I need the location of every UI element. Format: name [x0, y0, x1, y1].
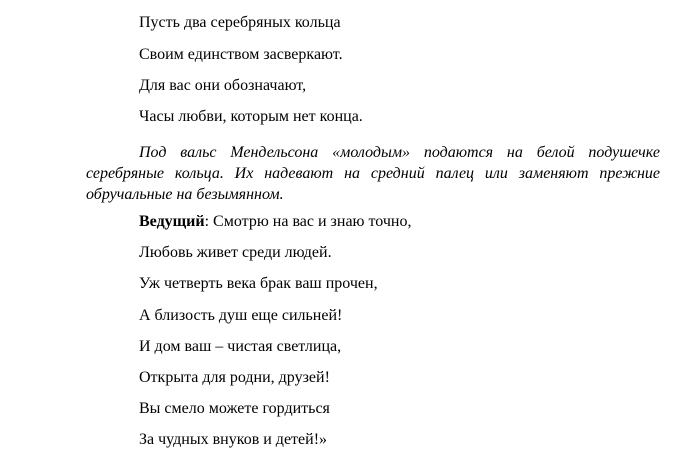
speaker-first-line: : Смотрю на вас и знаю точно, [204, 213, 412, 230]
speaker-line [139, 213, 411, 231]
verse-line: Любовь живет среди людей. [139, 244, 332, 261]
stage-direction: Под вальс Мендельсона «молодым» подаются на белой подушечке серебряные кольца. Их надевают на средний палец или заменяют прежние обручальные на безымянном. [86, 144, 660, 203]
verse-line: А близость душ еще сильней! [139, 307, 343, 324]
speaker-name: Ведущий [139, 213, 205, 230]
verse-line: Вы смело можете гордиться [139, 400, 330, 417]
verse-line: Открыта для родни, друзей! [139, 369, 330, 386]
verse-line: Уж четверть века брак ваш прочен, [139, 275, 378, 292]
verse-line: За чудных внуков и детей!» [139, 431, 328, 448]
verse-line: Своим единством засверкают. [139, 46, 343, 63]
verse-line: Для вас они обозначают, [139, 77, 307, 94]
verse-line: Пусть два серебряных кольца [139, 14, 341, 31]
verse-line: И дом ваш – чистая светлица, [139, 338, 342, 355]
verse-line: Часы любви, которым нет конца. [139, 108, 363, 125]
